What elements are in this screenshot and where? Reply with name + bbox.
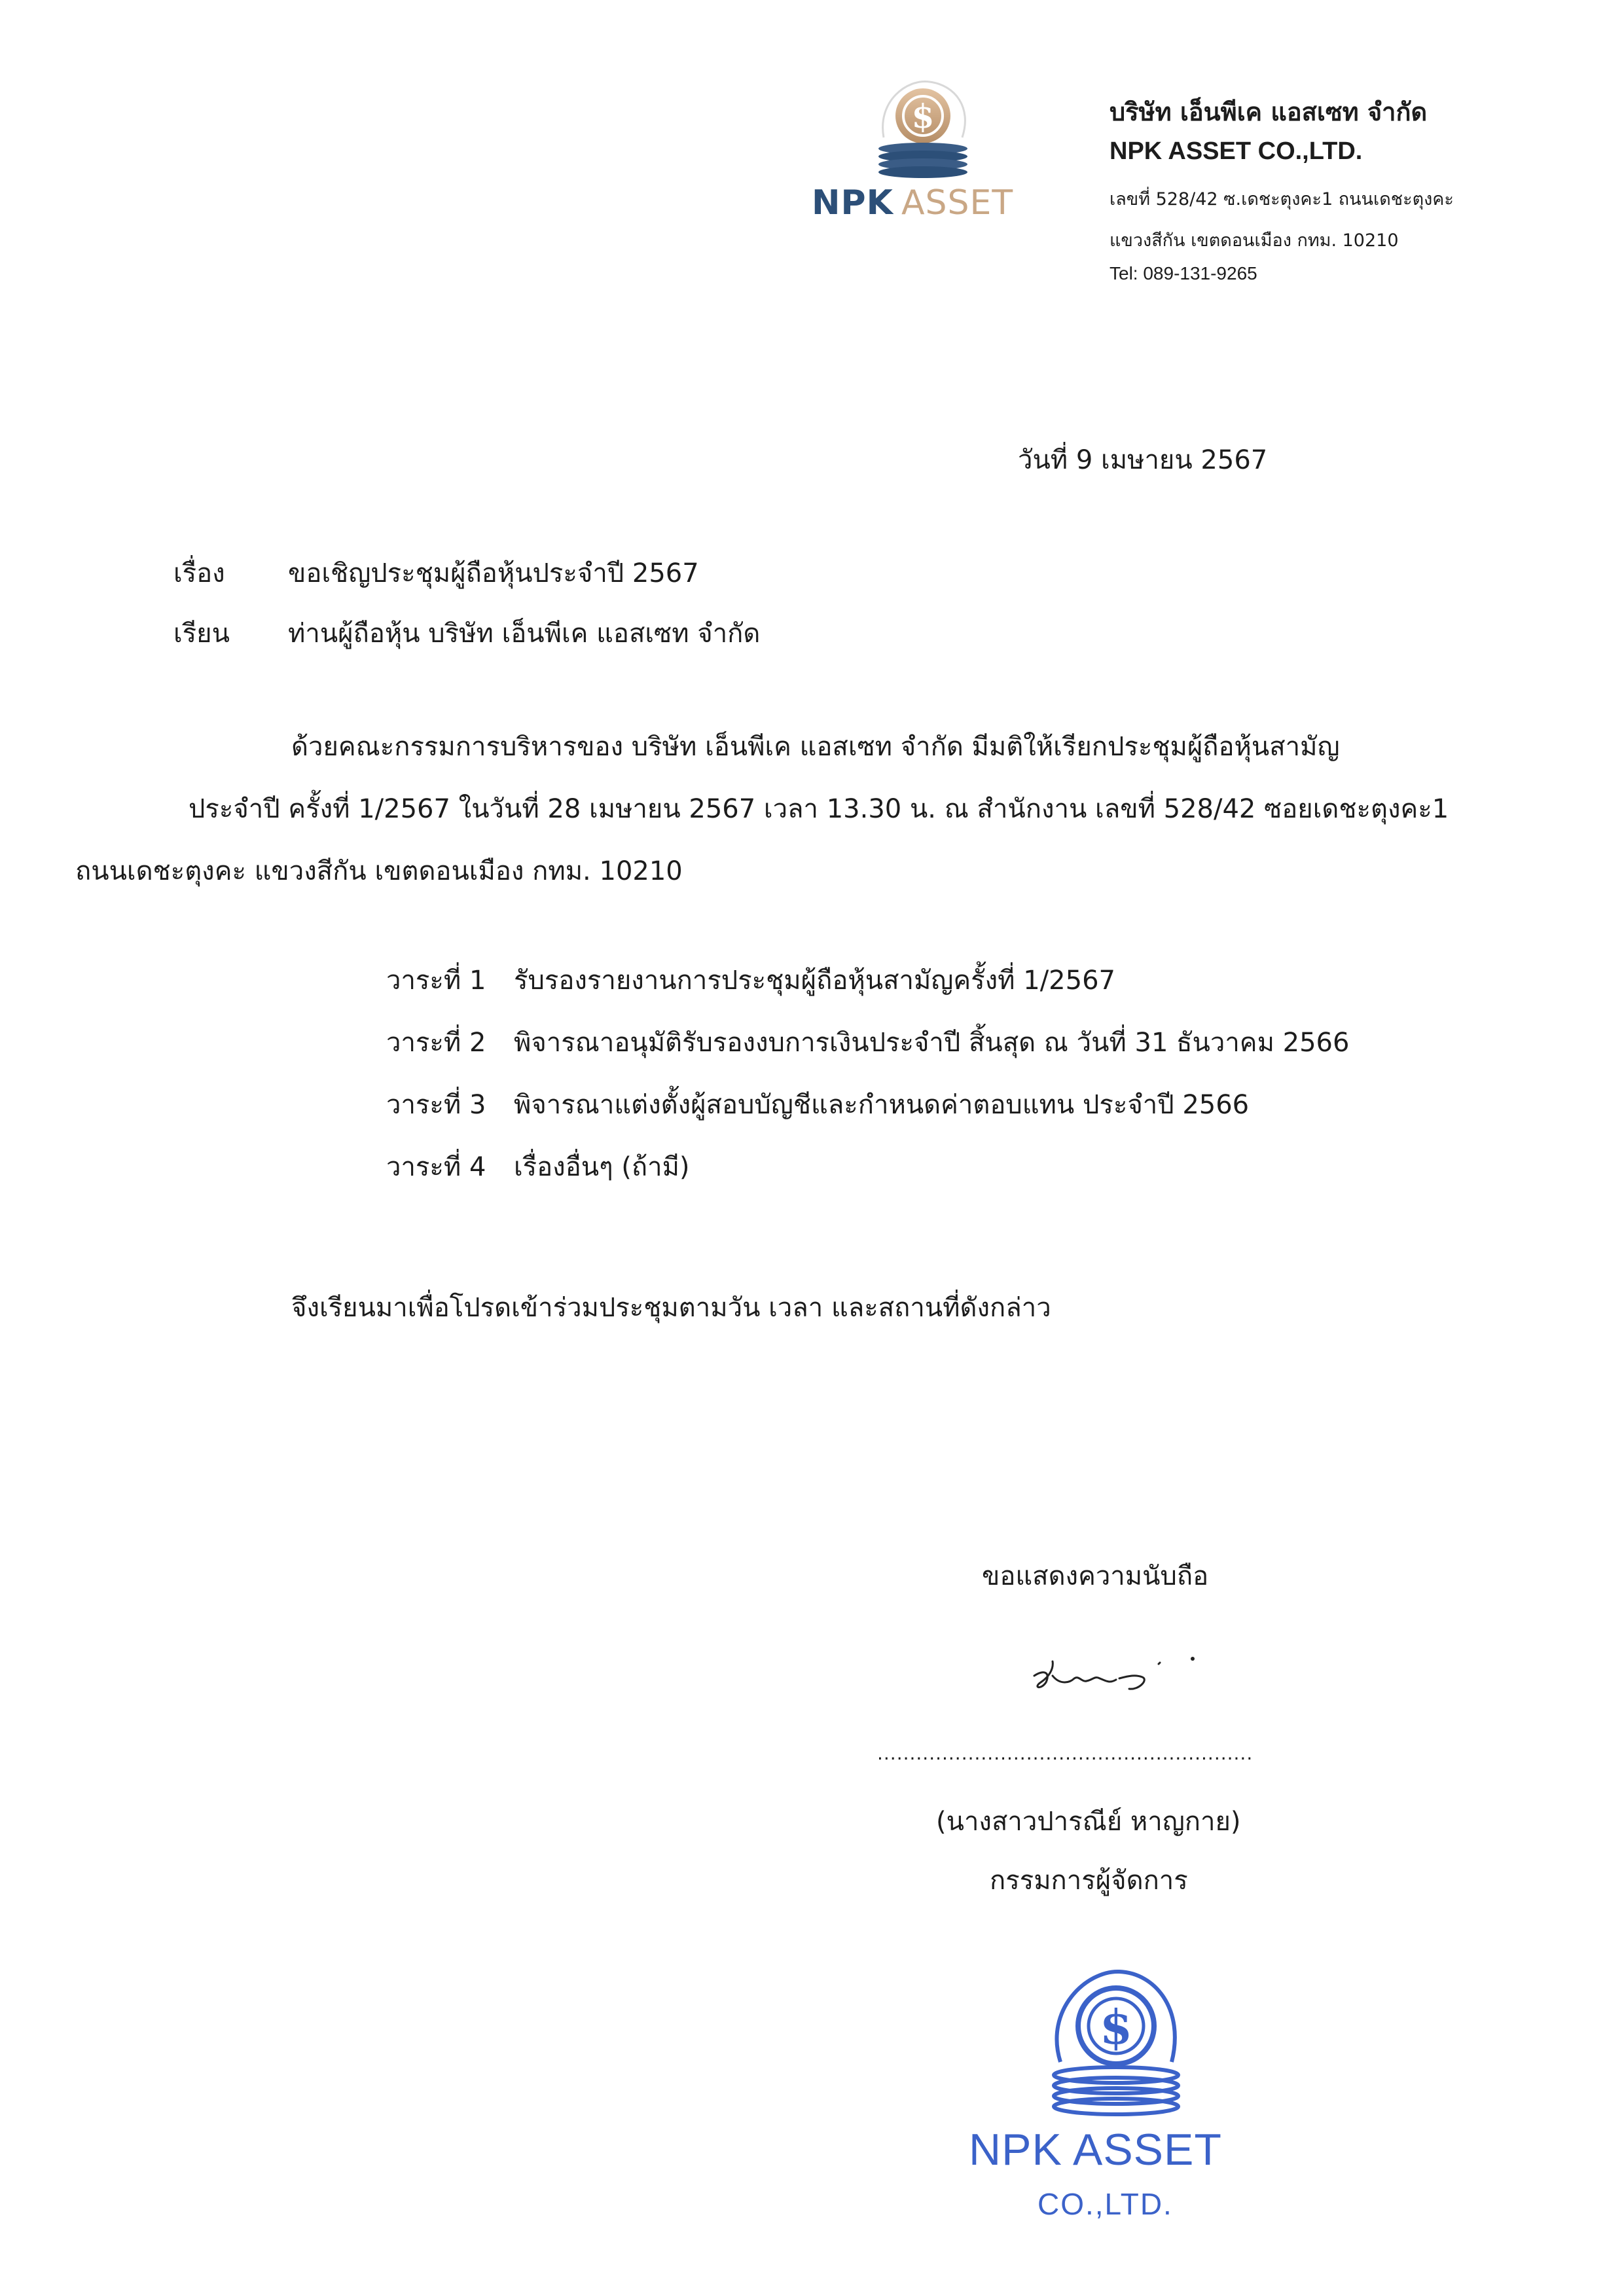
svg-text:$: $ (911, 97, 935, 136)
company-name-thai: บริษัท เอ็นพีเค แอสเซท จำกัด (1110, 98, 1428, 126)
signer-position: กรรมการผู้จัดการ (990, 1866, 1188, 1896)
recipient-text: ท่านผู้ถือหุ้น บริษัท เอ็นพีเค แอสเซท จำกัด (288, 619, 761, 649)
closing-sentence: จึงเรียนมาเพื่อโปรดเข้าร่วมประชุมตามวัน เวลา และสถานที่ดังกล่าว (291, 1293, 1051, 1323)
stamp-company-suffix: CO.,LTD. (1038, 2187, 1173, 2221)
logo-text-asset: ASSET (901, 183, 1014, 223)
company-name-english: NPK ASSET CO.,LTD. (1110, 137, 1363, 165)
agenda-item-text: รับรองรายงานการประชุมผู้ถือหุ้นสามัญครั้งที่ 1/2567 (514, 966, 1115, 996)
company-address-line1: เลขที่ 528/42 ซ.เดชะตุงคะ1 ถนนเดชะตุงคะ (1110, 189, 1454, 209)
company-logo (812, 75, 1034, 223)
company-telephone: Tel: 089-131-9265 (1110, 263, 1257, 283)
body-paragraph-line3: ถนนเดชะตุงคะ แขวงสีกัน เขตดอนเมือง กทม. 10210 (75, 856, 683, 886)
coin-stack-dollar-icon (867, 75, 979, 180)
body-paragraph-line2: ประจำปี ครั้งที่ 1/2567 ในวันที่ 28 เมษายน 2567 เวลา 13.30 น. ณ สำนักงาน เลขที่ 528/42 ซอยเดชะตุงคะ1 (189, 794, 1449, 824)
stamp-company-name: NPK ASSET (969, 2125, 1222, 2175)
subject-text: ขอเชิญประชุมผู้ถือหุ้นประจำปี 2567 (288, 558, 699, 588)
agenda-item-text: พิจารณาอนุมัติรับรองงบการเงินประจำปี สิ้นสุด ณ วันที่ 31 ธันวาคม 2566 (514, 1028, 1350, 1058)
signer-name: (นางสาวปารณีย์ หาญกาย) (936, 1807, 1241, 1837)
agenda-item-label: วาระที่ 1 (386, 966, 486, 996)
regards-text: ขอแสดงความนับถือ (982, 1561, 1209, 1591)
svg-text:$: $ (1099, 1999, 1133, 2055)
signature-line: .......................................................... (877, 1743, 1254, 1764)
handwritten-signature (1021, 1650, 1218, 1711)
coin-stack-dollar-icon (1041, 1964, 1191, 2121)
agenda-item-label: วาระที่ 2 (386, 1028, 486, 1058)
recipient-label: เรียน (173, 619, 230, 649)
agenda-item-label: วาระที่ 4 (386, 1152, 486, 1182)
letter-date: วันที่ 9 เมษายน 2567 (1018, 445, 1268, 475)
logo-text-npk: NPK (812, 183, 893, 223)
agenda-item-label: วาระที่ 3 (386, 1090, 486, 1120)
subject-label: เรื่อง (173, 558, 225, 588)
company-stamp (969, 1964, 1263, 2239)
agenda-item-text: พิจารณาแต่งตั้งผู้สอบบัญชีและกำหนดค่าตอบแทน ประจำปี 2566 (514, 1090, 1250, 1120)
body-paragraph-line1: ด้วยคณะกรรมการบริหารของ บริษัท เอ็นพีเค แอสเซท จำกัด มีมติให้เรียกประชุมผู้ถือหุ้นสามัญ (291, 732, 1340, 762)
agenda-item-text: เรื่องอื่นๆ (ถ้ามี) (514, 1152, 690, 1182)
company-address-line2: แขวงสีกัน เขตดอนเมือง กทม. 10210 (1110, 230, 1399, 251)
